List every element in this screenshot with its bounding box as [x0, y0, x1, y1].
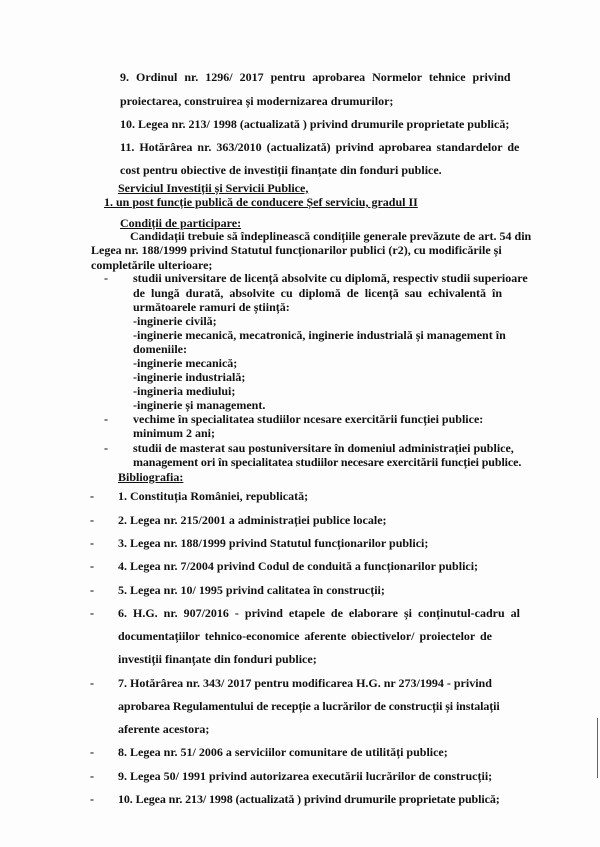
bullet-dash: -	[90, 792, 94, 806]
bib-item-8: 8. Legea nr. 51/ 2006 a serviciilor comunitare de utilități publice;	[118, 745, 448, 759]
bib-item-6-line-1: 6. H.G. nr. 907/2016 - privind etapele de elaborare și conținutul-cadru al	[118, 606, 521, 620]
req-line-11: vechime în specialitatea studiilor ncesare exercitării funcției publice:	[133, 412, 484, 426]
bib-item-6-line-3: investiții finanțate din fonduri publice;	[118, 652, 317, 666]
bullet-dash: -	[90, 489, 94, 503]
bibliography-heading: Bibliografia:	[118, 470, 184, 484]
bib-item-4: 4. Legea nr. 7/2004 privind Codul de conduită a funcționarilor publici;	[118, 559, 479, 573]
req-line-7: -inginerie mecanică;	[133, 356, 238, 370]
bib-item-5: 5. Legea nr. 10/ 1995 privind calitatea în construcții;	[118, 583, 385, 597]
item-9-line-2: proiectarea, construirea și modernizarea drumurilor;	[120, 94, 394, 108]
req-line-1: studii universitare de licență absolvite cu diplomă, respectiv studii superioare	[133, 271, 528, 285]
intro-line-3: completările ulterioare;	[91, 258, 213, 272]
req-line-10: -inginerie și management.	[133, 398, 266, 412]
req-line-6: domeniile:	[133, 342, 187, 356]
req-line-2: de lungă durată, absolvite cu diplomă de licență sau echivalentă în	[133, 286, 503, 300]
bib-item-6-line-2: documentațiilor tehnico-economice aferente obiectivelor/ proiectelor de	[118, 629, 493, 643]
req-line-8: -inginerie industrială;	[133, 370, 246, 384]
req-line-3: următoarele ramuri de știință:	[133, 300, 290, 314]
service-title: Serviciul Investiții și Servicii Publice,	[118, 181, 309, 195]
bib-item-7-line-1: 7. Hotărârea nr. 343/ 2017 pentru modificarea H.G. nr 273/1994 - privind	[118, 676, 492, 690]
bullet-dash: -	[90, 745, 94, 759]
bullet-dash: -	[90, 583, 94, 597]
req-line-12: minimum 2 ani;	[133, 426, 216, 440]
bullet-dash: -	[104, 441, 108, 455]
req-line-5: -inginerie mecanică, mecatronică, inginerie industrială și management în	[133, 328, 506, 342]
intro-line-1: Candidații trebuie să îndeplinească condițiile generale prevăzute de art. 54 din	[130, 229, 532, 243]
bib-item-2: 2. Legea nr. 215/2001 a administrației publice locale;	[118, 513, 387, 527]
bullet-dash: -	[104, 412, 108, 426]
conditions-heading: Condiții de participare:	[120, 216, 242, 230]
item-9-line-1: 9. Ordinul nr. 1296/ 2017 pentru aprobarea Normelor tehnice privind	[120, 70, 511, 84]
bullet-dash: -	[90, 513, 94, 527]
item-10-line-1: 10. Legea nr. 213/ 1998 (actualizată ) privind drumurile proprietate publică;	[120, 117, 510, 131]
post-title: 1. un post funcție publică de conducere Șef serviciu, gradul II	[104, 195, 418, 209]
req-line-9: -ingineria mediului;	[133, 384, 236, 398]
item-11-line-2: cost pentru obiective de investiții finanțate din fonduri publice.	[120, 163, 442, 177]
bib-item-10: 10. Legea nr. 213/ 1998 (actualizată ) privind drumurile proprietate publică;	[118, 792, 500, 806]
req-line-13: studii de masterat sau postuniversitare în domeniul administrației publice,	[133, 441, 514, 455]
bib-item-3: 3. Legea nr. 188/1999 privind Statutul funcționarilor publici;	[118, 536, 429, 550]
item-11-line-1: 11. Hotărârea nr. 363/2010 (actualizată) privind aprobarea standardelor de	[120, 140, 520, 154]
scan-edge-mark	[597, 718, 598, 778]
bib-item-7-line-3: aferente acestora;	[118, 722, 210, 736]
bullet-dash: -	[104, 271, 108, 285]
bullet-dash: -	[90, 536, 94, 550]
bullet-dash: -	[90, 676, 94, 690]
bullet-dash: -	[90, 606, 94, 620]
bullet-dash: -	[90, 769, 94, 783]
intro-line-2: Legea nr. 188/1999 privind Statutul funcționarilor publici (r2), cu modificările și	[91, 243, 502, 257]
bib-item-7-line-2: aprobarea Regulamentului de recepție a lucrărilor de construcții și instalații	[118, 699, 500, 713]
bib-item-9: 9. Legea 50/ 1991 privind autorizarea executării lucrărilor de construcții;	[118, 769, 493, 783]
bib-item-1: 1. Constituția României, republicată;	[118, 489, 309, 503]
bullet-dash: -	[90, 559, 94, 573]
req-line-14: management ori în specialitatea studiilor necesare exercitării funcției publice.	[133, 455, 522, 469]
req-line-4: -inginerie civilă;	[133, 314, 217, 328]
